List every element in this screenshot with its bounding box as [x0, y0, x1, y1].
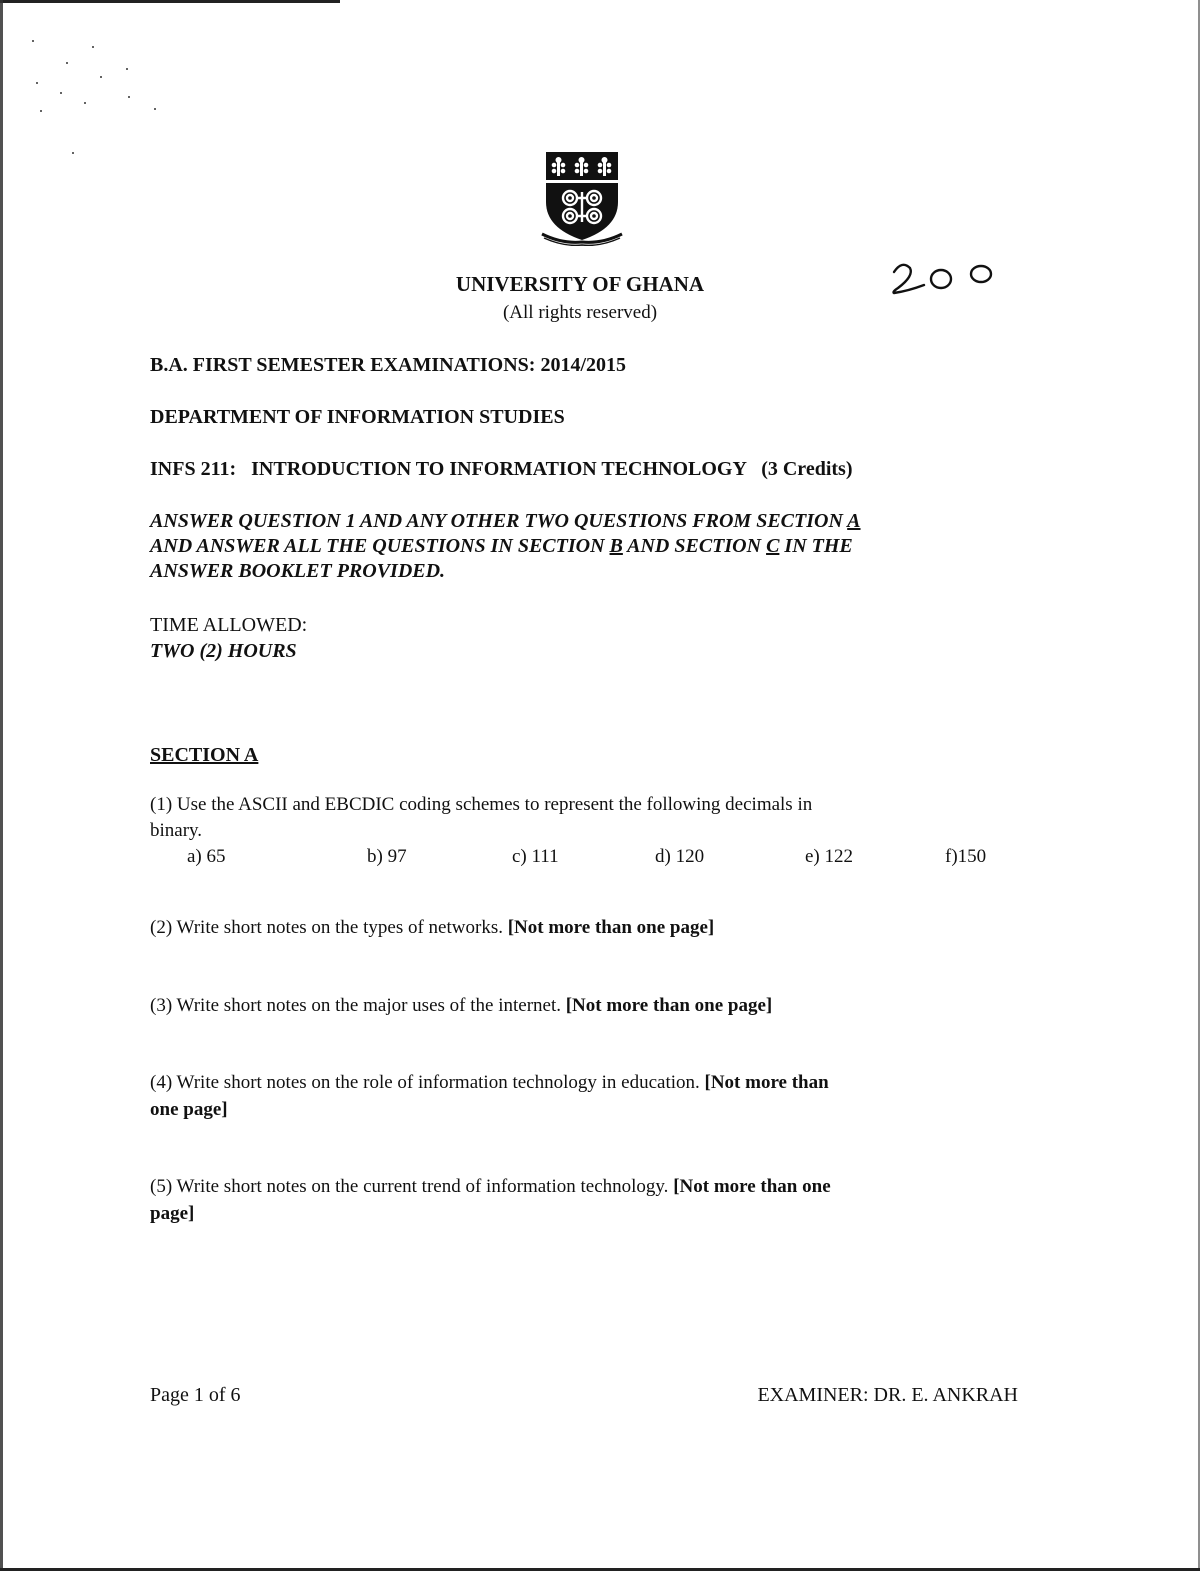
question-1-option-e: e) 122: [805, 846, 854, 867]
time-allowed-value: TWO (2) HOURS: [150, 640, 297, 662]
section-a-heading: SECTION A: [150, 744, 259, 766]
course-credits: (3 Credits): [761, 458, 853, 480]
university-crest-logo: [540, 150, 624, 246]
instructions-text: ANSWER QUESTION 1 AND ANY OTHER TWO QUESTIONS FROM SECTION: [150, 510, 843, 532]
question-2-note: [Not more than one page]: [507, 917, 715, 938]
section-a-ref: A: [847, 510, 861, 532]
instructions-line-2: [150, 535, 853, 558]
question-1-option-c: c) 111: [512, 846, 559, 867]
question-4-note: [Not more than: [704, 1072, 829, 1093]
time-allowed-label: TIME ALLOWED:: [150, 614, 308, 636]
question-1-option-f: f)150: [945, 846, 987, 867]
question-3: [150, 995, 772, 1017]
question-5-note: [Not more than one: [673, 1176, 831, 1197]
question-1-option-b: b) 97: [367, 846, 407, 867]
question-5-line-1: [150, 1176, 831, 1198]
instructions-line-3: ANSWER BOOKLET PROVIDED.: [150, 560, 446, 582]
question-1-line-2: binary.: [150, 820, 203, 841]
question-4-line-1: [150, 1072, 829, 1094]
question-4-text: (4) Write short notes on the role of information technology in education.: [150, 1072, 700, 1093]
question-4-line-2: one page]: [150, 1099, 228, 1120]
instructions-text: IN THE: [784, 535, 853, 557]
section-b-ref: B: [609, 535, 623, 557]
question-1-option-a: a) 65: [187, 846, 226, 867]
question-2: [150, 917, 714, 939]
question-1-option-d: d) 120: [655, 846, 705, 867]
course-code-title: INFS 211: INTRODUCTION TO INFORMATION TECHNOLOGY: [150, 458, 747, 480]
question-2-text: (2) Write short notes on the types of networks.: [150, 917, 503, 938]
exam-title: B.A. FIRST SEMESTER EXAMINATIONS: 2014/2015: [150, 354, 627, 376]
university-name: UNIVERSITY OF GHANA: [455, 272, 705, 296]
rights-notice: (All rights reserved): [502, 302, 658, 323]
question-3-text: (3) Write short notes on the major uses of the internet.: [150, 995, 561, 1016]
instructions-line-1: [150, 510, 861, 533]
question-5-text: (5) Write short notes on the current trend of information technology.: [150, 1176, 669, 1197]
question-1-line-1: (1) Use the ASCII and EBCDIC coding schemes to represent the following decimals in: [150, 794, 813, 815]
question-5-line-2: page]: [150, 1203, 195, 1224]
page-number: Page 1 of 6: [150, 1384, 241, 1406]
instructions-text: AND ANSWER ALL THE QUESTIONS IN SECTION: [150, 535, 605, 557]
department-name: DEPARTMENT OF INFORMATION STUDIES: [150, 406, 565, 428]
handwritten-mark: [886, 258, 1006, 300]
section-c-ref: C: [766, 535, 780, 557]
instructions-text: AND SECTION: [627, 535, 762, 557]
course-title: [150, 458, 852, 481]
examiner-name: EXAMINER: DR. E. ANKRAH: [757, 1384, 1018, 1406]
scan-edge-left: [0, 0, 3, 1571]
question-3-note: [Not more than one page]: [565, 995, 773, 1016]
scan-edge-top: [0, 0, 340, 3]
